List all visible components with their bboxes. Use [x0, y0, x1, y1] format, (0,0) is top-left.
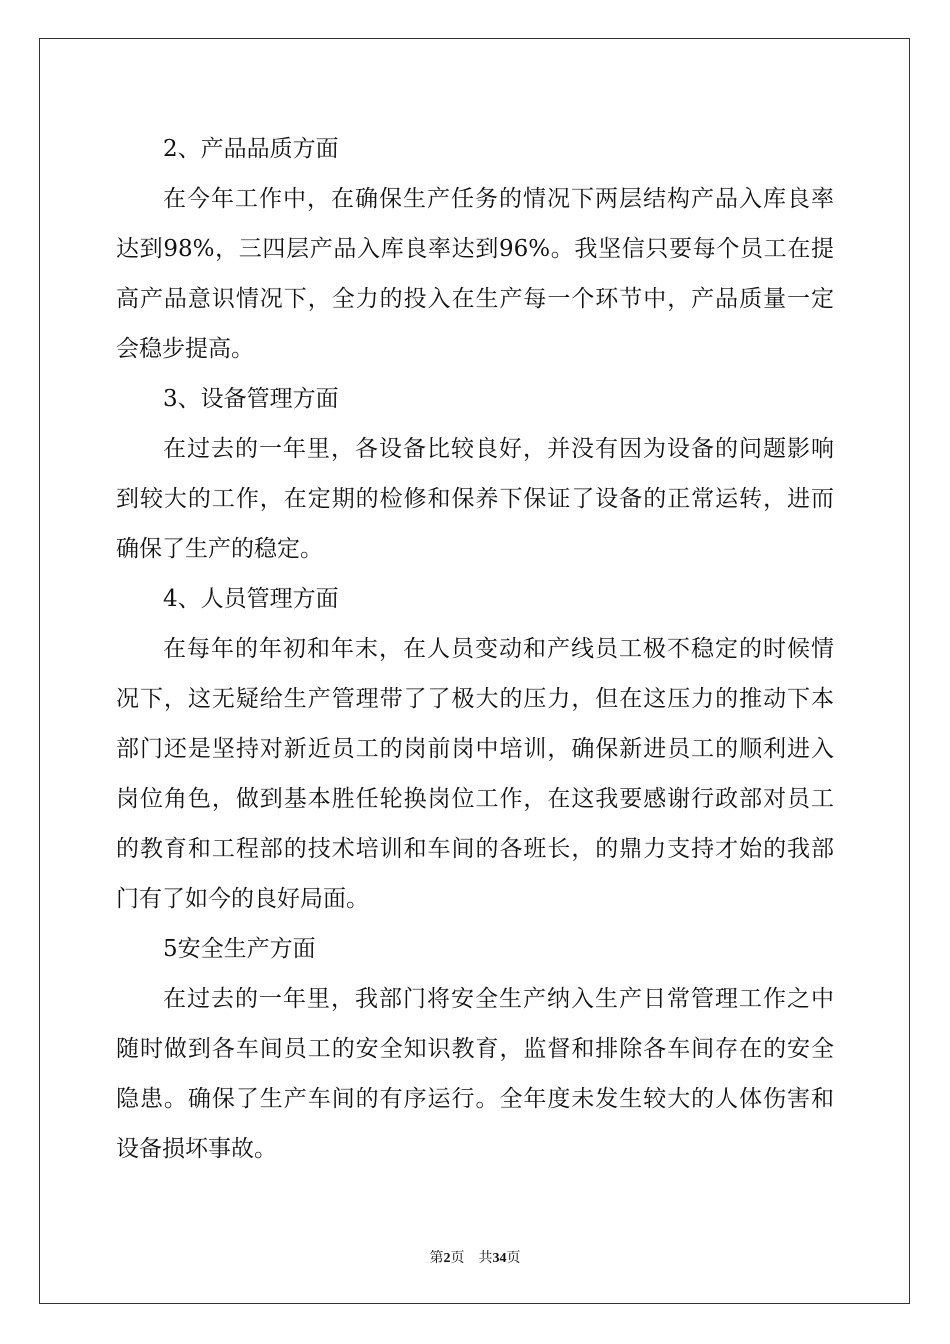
- total-page-count: 34: [492, 1251, 507, 1266]
- paragraph-line: 在每年的年初和年末，在人员变动和产线员工极不稳定的时候情: [163, 636, 834, 662]
- section-personnel-management: [116, 574, 834, 924]
- paragraph-line: 设备损坏事故。: [116, 1136, 277, 1162]
- paragraph-line: 确保了生产的稳定。: [116, 536, 323, 562]
- paragraph-line: 部门还是坚持对新近员工的岗前岗中培训，确保新进员工的顺利进入: [116, 736, 834, 762]
- section-heading: 3、设备管理方面: [163, 386, 339, 412]
- paragraph-line: 达到98%，三四层产品入库良率达到96%。我坚信只要每个员工在提: [116, 236, 834, 262]
- footer-prefix: 第: [429, 1251, 444, 1266]
- paragraph-line: 岗位角色，做到基本胜任轮换岗位工作，在这我要感谢行政部对员工: [116, 786, 834, 812]
- paragraph-line: 随时做到各车间员工的安全知识教育，监督和排除各车间存在的安全: [116, 1036, 834, 1062]
- paragraph-line: 在过去的一年里，各设备比较良好，并没有因为设备的问题影响: [163, 436, 834, 462]
- section-equipment-management: [116, 374, 834, 574]
- paragraph-line: 况下，这无疑给生产管理带了了极大的压力，但在这压力的推动下本: [116, 686, 834, 712]
- footer-mid: 页 共: [450, 1251, 493, 1266]
- section-product-quality: [116, 124, 834, 374]
- document-body: [116, 124, 834, 1174]
- paragraph-line: 到较大的工作，在定期的检修和保养下保证了设备的正常运转，进而: [116, 486, 834, 512]
- paragraph-line: 在今年工作中，在确保生产任务的情况下两层结构产品入库良率: [163, 186, 834, 212]
- page-footer: [0, 1247, 950, 1267]
- section-heading: 2、产品品质方面: [163, 136, 339, 162]
- current-page-number: 2: [443, 1251, 451, 1266]
- footer-suffix: 页: [506, 1251, 521, 1266]
- paragraph-line: 会稳步提高。: [116, 336, 254, 362]
- section-safety-production: [116, 924, 834, 1174]
- section-heading: 5安全生产方面: [163, 936, 316, 962]
- paragraph-line: 门有了如今的良好局面。: [116, 886, 369, 912]
- paragraph-line: 的教育和工程部的技术培训和车间的各班长，的鼎力支持才始的我部: [116, 836, 834, 862]
- section-heading: 4、人员管理方面: [163, 586, 339, 612]
- paragraph-line: 在过去的一年里，我部门将安全生产纳入生产日常管理工作之中: [163, 986, 834, 1012]
- paragraph-line: 高产品意识情况下，全力的投入在生产每一个环节中，产品质量一定: [116, 286, 834, 312]
- paragraph-line: 隐患。确保了生产车间的有序运行。全年度未发生较大的人体伤害和: [116, 1086, 834, 1112]
